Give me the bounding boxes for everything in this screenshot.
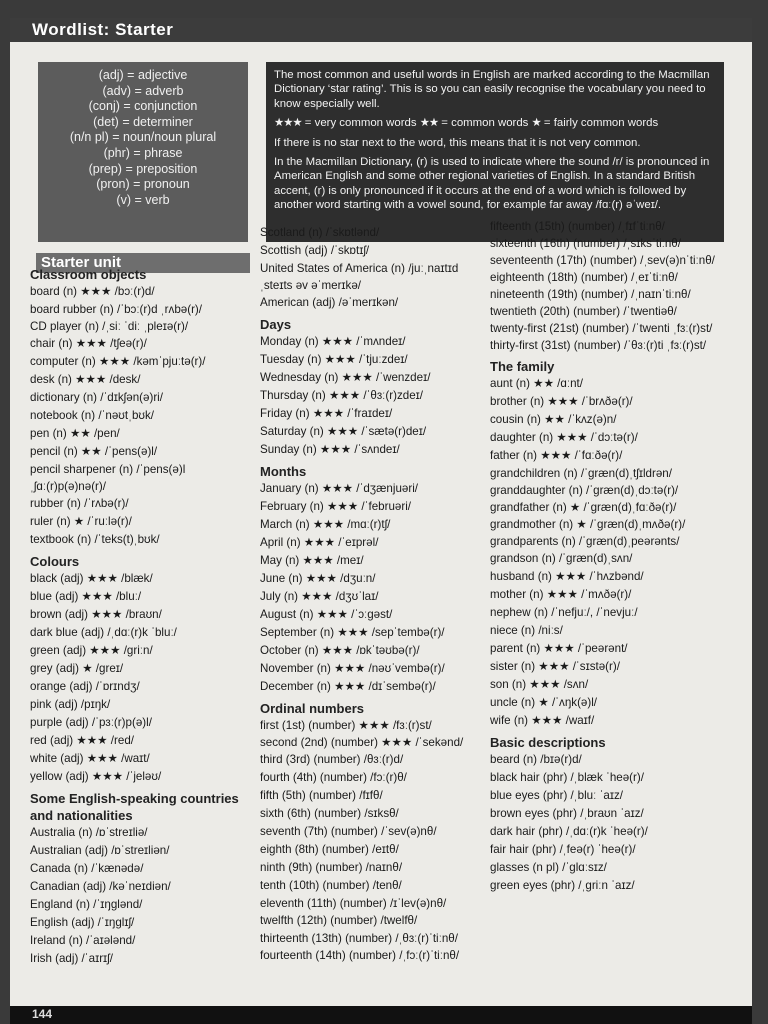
- wordlist-entry: pink (adj) /pɪŋk/: [30, 698, 111, 711]
- wordlist-entry: red (adj) ★★★ /red/: [30, 734, 134, 747]
- page-number: 144: [32, 1007, 53, 1021]
- wordlist-entry: grandparents (n) /ˈgræn(d)ˌpeərənts/: [490, 535, 680, 548]
- wordlist-entry: white (adj) ★★★ /waɪt/: [30, 752, 150, 765]
- wordlist-entry: aunt (n) ★★ /ɑːnt/: [490, 377, 583, 390]
- wordlist-entry: Canada (n) /ˈkænədə/: [30, 862, 144, 875]
- wordlist-entry: May (n) ★★★ /meɪ/: [260, 554, 364, 567]
- abbreviation-item: (conj) = conjunction: [88, 99, 198, 114]
- wordlist-entry: sixteenth (16th) (number) /ˌsɪksˈtiːnθ/: [490, 237, 681, 250]
- wordlist-entry: June (n) ★★★ /dʒuːn/: [260, 572, 376, 585]
- wordlist-column-1: [30, 262, 242, 968]
- wordlist-entry: CD player (n) /ˌsiː ˈdiː ˌpleɪə(r)/: [30, 320, 189, 333]
- three-star-icon: ★★★: [274, 117, 302, 130]
- wordlist-entry: twentieth (20th) (number) /ˈtwentiəθ/: [490, 305, 677, 318]
- star-key-text: = common words: [438, 117, 532, 130]
- wordlist-entry: fair hair (phr) /ˌfeə(r) ˈheə(r)/: [490, 843, 636, 856]
- wordlist-entry: eighteenth (18th) (number) /ˌeɪˈtiːnθ/: [490, 271, 678, 284]
- wordlist-entry: son (n) ★★★ /sʌn/: [490, 678, 589, 691]
- wordlist-entry: January (n) ★★★ /ˈdʒænjuəri/: [260, 482, 418, 495]
- wordlist-entry: green (adj) ★★★ /griːn/: [30, 644, 153, 657]
- wordlist-entry: grandchildren (n) /ˈgræn(d)ˌtʃɪldrən/: [490, 467, 672, 480]
- wordlist-entry: beard (n) /bɪə(r)d/: [490, 753, 582, 766]
- intro-paragraph: If there is no star next to the word, this means that it is not very common.: [274, 136, 641, 149]
- section-heading: Some English-speaking countries and nationalities: [30, 791, 239, 823]
- wordlist-entry: brown eyes (phr) /ˌbraʊn ˈaɪz/: [490, 807, 644, 820]
- wordlist-entry: second (2nd) (number) ★★★ /ˈsekənd/: [260, 736, 464, 749]
- wordlist-entry: fourteenth (14th) (number) /ˌfɔː(r)ˈtiːnθ/: [260, 949, 460, 962]
- wordlist-entry: thirty-first (31st) (number) /ˈθɜː(r)ti ˌfɜː(r)st/: [490, 339, 707, 352]
- wordlist-entry: seventh (7th) (number) /ˈsev(ə)nθ/: [260, 825, 437, 838]
- wordlist-entry: fifth (5th) (number) /fɪfθ/: [260, 789, 383, 802]
- page-title: Wordlist: Starter: [32, 20, 174, 39]
- wordlist-entry: ninth (9th) (number) /naɪnθ/: [260, 861, 403, 874]
- wordlist-entry: board rubber (n) /ˈbɔː(r)d ˌrʌbə(r)/: [30, 303, 203, 316]
- wordlist-entry: desk (n) ★★★ /desk/: [30, 373, 141, 386]
- abbreviation-item: (phr) = phrase: [103, 145, 183, 160]
- wordlist-entry: blue (adj) ★★★ /bluː/: [30, 590, 142, 603]
- wordlist-entry: computer (n) ★★★ /kəmˈpjuːtə(r)/: [30, 355, 206, 368]
- wordlist-entry: sister (n) ★★★ /ˈsɪstə(r)/: [490, 660, 620, 673]
- wordlist-entry: February (n) ★★★ /ˈfebruəri/: [260, 500, 412, 513]
- wordlist-entry: fifteenth (15th) (number) /ˌfɪfˈtiːnθ/: [490, 220, 665, 233]
- wordlist-entry: dictionary (n) /ˈdɪkʃən(ə)ri/: [30, 391, 163, 404]
- abbreviation-item: (prep) = preposition: [88, 161, 198, 176]
- wordlist-entry: March (n) ★★★ /mɑː(r)tʃ/: [260, 518, 391, 531]
- wordlist-entry: father (n) ★★★ /ˈfɑːðə(r)/: [490, 449, 623, 462]
- wordlist-entry: Australian (adj) /ɒˈstreɪliən/: [30, 844, 170, 857]
- intro-paragraph: The most common and useful words in English are marked according to the Macmillan Dictionary ‘star rating’. This is so you can easily recognise the vocabulary you need to know especially well.: [274, 69, 710, 110]
- abbreviation-item: (n/n pl) = noun/noun plural: [69, 130, 217, 145]
- wordlist-entry: Tuesday (n) ★★★ /ˈtjuːzdeɪ/: [260, 353, 408, 366]
- wordlist-entry: glasses (n pl) /ˈglɑːsɪz/: [490, 861, 607, 874]
- wordlist-entry: Thursday (n) ★★★ /ˈθɜː(r)zdeɪ/: [260, 389, 424, 402]
- wordlist-entry: pencil (n) ★★ /ˈpens(ə)l/: [30, 445, 158, 458]
- wordlist-entry: yellow (adj) ★★★ /ˈjeləʊ/: [30, 770, 162, 783]
- wordlist-entry: uncle (n) ★ /ˈʌŋk(ə)l/: [490, 696, 598, 709]
- two-star-icon: ★★: [419, 117, 439, 130]
- wordlist-entry: seventeenth (17th) (number) /ˌsev(ə)nˈtiːnθ/: [490, 254, 715, 267]
- wordlist-entry: Irish (adj) /ˈaɪrɪʃ/: [30, 952, 113, 965]
- wordlist-entry: pen (n) ★★ /pen/: [30, 427, 120, 440]
- section-heading: Ordinal numbers: [260, 701, 365, 716]
- wordlist-entry: husband (n) ★★★ /ˈhʌzbənd/: [490, 570, 644, 583]
- section-heading: Basic descriptions: [490, 735, 606, 750]
- wordlist-entry: grandfather (n) ★ /ˈgræn(d)ˌfɑːðə(r)/: [490, 501, 677, 514]
- wordlist-entry: tenth (10th) (number) /tenθ/: [260, 879, 402, 892]
- wordlist-entry: daughter (n) ★★★ /ˈdɔːtə(r)/: [490, 431, 638, 444]
- section-header-label: Starter unit: [41, 254, 122, 271]
- wordlist-column-2: [260, 224, 482, 964]
- wordlist-entry: dark hair (phr) /ˌdɑː(r)k ˈheə(r)/: [490, 825, 648, 838]
- wordlist-entry: first (1st) (number) ★★★ /fɜː(r)st/: [260, 719, 432, 732]
- wordlist-entry: Monday (n) ★★★ /ˈmʌndeɪ/: [260, 335, 406, 348]
- wordlist-entry: mother (n) ★★★ /ˈmʌðə(r)/: [490, 588, 632, 601]
- wordlist-entry: sixth (6th) (number) /sɪksθ/: [260, 807, 399, 820]
- wordlist-entry: orange (adj) /ˈɒrɪndʒ/: [30, 680, 140, 693]
- wordlist-entry: nephew (n) /ˈnefjuː/, /ˈnevjuː/: [490, 606, 638, 619]
- wordlist-entry: August (n) ★★★ /ˈɔːgəst/: [260, 608, 393, 621]
- wordlist-entry: Saturday (n) ★★★ /ˈsætə(r)deɪ/: [260, 425, 427, 438]
- wordlist-entry: December (n) ★★★ /dɪˈsembə(r)/: [260, 680, 436, 693]
- wordlist-entry: wife (n) ★★★ /waɪf/: [490, 714, 595, 727]
- page-footer: [10, 1006, 752, 1024]
- wordlist-entry: purple (adj) /ˈpɜː(r)p(ə)l/: [30, 716, 152, 729]
- wordlist-column-3: [490, 218, 730, 895]
- wordlist-entry: twenty-first (21st) (number) /ˈtwenti ˌfɜː(r)st/: [490, 322, 713, 335]
- wordlist-entry: September (n) ★★★ /sepˈtembə(r)/: [260, 626, 445, 639]
- wordlist-entry: England (n) /ˈɪŋglənd/: [30, 898, 143, 911]
- wordlist-entry: black hair (phr) /ˌblæk ˈheə(r)/: [490, 771, 644, 784]
- wordlist-entry: fourth (4th) (number) /fɔː(r)θ/: [260, 771, 407, 784]
- section-heading: Days: [260, 317, 292, 332]
- star-key-text: = fairly common words: [540, 117, 659, 130]
- wordlist-entry: ruler (n) ★ /ˈruːlə(r)/: [30, 515, 132, 528]
- wordlist-entry: July (n) ★★★ /dʒʊˈlaɪ/: [260, 590, 379, 603]
- wordlist-entry: Sunday (n) ★★★ /ˈsʌndeɪ/: [260, 443, 400, 456]
- abbreviation-item: (pron) = pronoun: [96, 177, 190, 192]
- wordlist-entry: black (adj) ★★★ /blæk/: [30, 572, 153, 585]
- wordlist-entry: grandmother (n) ★ /ˈgræn(d)ˌmʌðə(r)/: [490, 518, 686, 531]
- wordlist-entry: Scottish (adj) /ˈskɒtɪʃ/: [260, 244, 370, 257]
- wordlist-entry: parent (n) ★★★ /ˈpeərənt/: [490, 642, 628, 655]
- wordlist-entry: Australia (n) /ɒˈstreɪliə/: [30, 826, 148, 839]
- wordlist-entry: textbook (n) /ˈteks(t)ˌbʊk/: [30, 533, 160, 546]
- wordlist-entry: April (n) ★★★ /ˈeɪprəl/: [260, 536, 379, 549]
- abbreviations-box: [38, 62, 248, 242]
- wordlist-entry: Canadian (adj) /kəˈneɪdiən/: [30, 880, 171, 893]
- wordlist-entry: board (n) ★★★ /bɔː(r)d/: [30, 285, 155, 298]
- section-heading: The family: [490, 359, 555, 374]
- intro-box: [266, 62, 724, 242]
- wordlist-entry: thirteenth (13th) (number) /ˌθɜː(r)ˈtiːnθ/: [260, 932, 458, 945]
- wordlist-entry: brown (adj) ★★★ /braʊn/: [30, 608, 162, 621]
- wordlist-entry: Wednesday (n) ★★★ /ˈwenzdeɪ/: [260, 371, 431, 384]
- wordlist-entry: chair (n) ★★★ /tʃeə(r)/: [30, 337, 147, 350]
- wordlist-entry: grandson (n) /ˈgræn(d)ˌsʌn/: [490, 552, 633, 565]
- wordlist-entry: niece (n) /niːs/: [490, 624, 563, 637]
- wordlist-entry: Scotland (n) /ˈskɒtlənd/: [260, 226, 380, 239]
- wordlist-entry: United States of America (n) /juːˌnaɪtɪd ˌsteɪts əv əˈmerɪkə/: [260, 262, 459, 292]
- wordlist-entry: Friday (n) ★★★ /ˈfraɪdeɪ/: [260, 407, 393, 420]
- abbreviation-item: (v) = verb: [116, 192, 170, 207]
- star-key: [274, 116, 716, 130]
- wordlist-entry: English (adj) /ˈɪŋglɪʃ/: [30, 916, 135, 929]
- wordlist-entry: green eyes (phr) /ˌgriːn ˈaɪz/: [490, 879, 635, 892]
- wordlist-entry: blue eyes (phr) /ˌbluː ˈaɪz/: [490, 789, 623, 802]
- star-key-text: = very common words: [301, 117, 420, 130]
- wordlist-entry: eleventh (11th) (number) /ɪˈlev(ə)nθ/: [260, 897, 447, 910]
- section-heading: Classroom objects: [30, 267, 147, 282]
- wordlist-entry: grey (adj) ★ /greɪ/: [30, 662, 124, 675]
- abbreviation-item: (adv) = adverb: [102, 83, 184, 98]
- wordlist-entry: rubber (n) /ˈrʌbə(r)/: [30, 497, 129, 510]
- wordlist-entry: third (3rd) (number) /θɜː(r)d/: [260, 753, 404, 766]
- intro-paragraph: In the Macmillan Dictionary, (r) is used to indicate where the sound /r/ is pronounced in American English and some other regional varieties of English. In a standard British accent, (r) is only pronounced if it occurs at the end of a word which is followed by another word starting with a vowel sound, for example far away /fɑː(r) əˈweɪ/.: [274, 156, 710, 212]
- abbreviation-item: (det) = determiner: [93, 114, 193, 129]
- wordlist-entry: brother (n) ★★★ /ˈbrʌðə(r)/: [490, 395, 633, 408]
- wordlist-entry: Ireland (n) /ˈaɪələnd/: [30, 934, 136, 947]
- wordlist-entry: eighth (8th) (number) /eɪtθ/: [260, 843, 399, 856]
- wordlist-entry: pencil sharpener (n) /ˈpens(ə)l ˌʃɑː(r)p(ə)nə(r)/: [30, 463, 186, 493]
- wordlist-entry: nineteenth (19th) (number) /ˌnaɪnˈtiːnθ/: [490, 288, 691, 301]
- wordlist-entry: cousin (n) ★★ /ˈkʌz(ə)n/: [490, 413, 617, 426]
- wordlist-entry: twelfth (12th) (number) /twelfθ/: [260, 914, 418, 927]
- wordlist-entry: dark blue (adj) /ˌdɑː(r)k ˈbluː/: [30, 626, 177, 639]
- wordlist-entry: November (n) ★★★ /nəʊˈvembə(r)/: [260, 662, 445, 675]
- wordlist-entry: American (adj) /əˈmerɪkən/: [260, 296, 399, 309]
- wordlist-entry: notebook (n) /ˈnəʊtˌbʊk/: [30, 409, 155, 422]
- one-star-icon: ★: [531, 117, 541, 130]
- wordlist-entry: October (n) ★★★ /ɒkˈtəʊbə(r)/: [260, 644, 420, 657]
- abbreviation-item: (adj) = adjective: [98, 68, 188, 82]
- section-heading: Months: [260, 464, 307, 479]
- title-bar: [10, 18, 752, 42]
- wordlist-entry: granddaughter (n) /ˈgræn(d)ˌdɔːtə(r)/: [490, 484, 679, 497]
- section-heading: Colours: [30, 554, 80, 569]
